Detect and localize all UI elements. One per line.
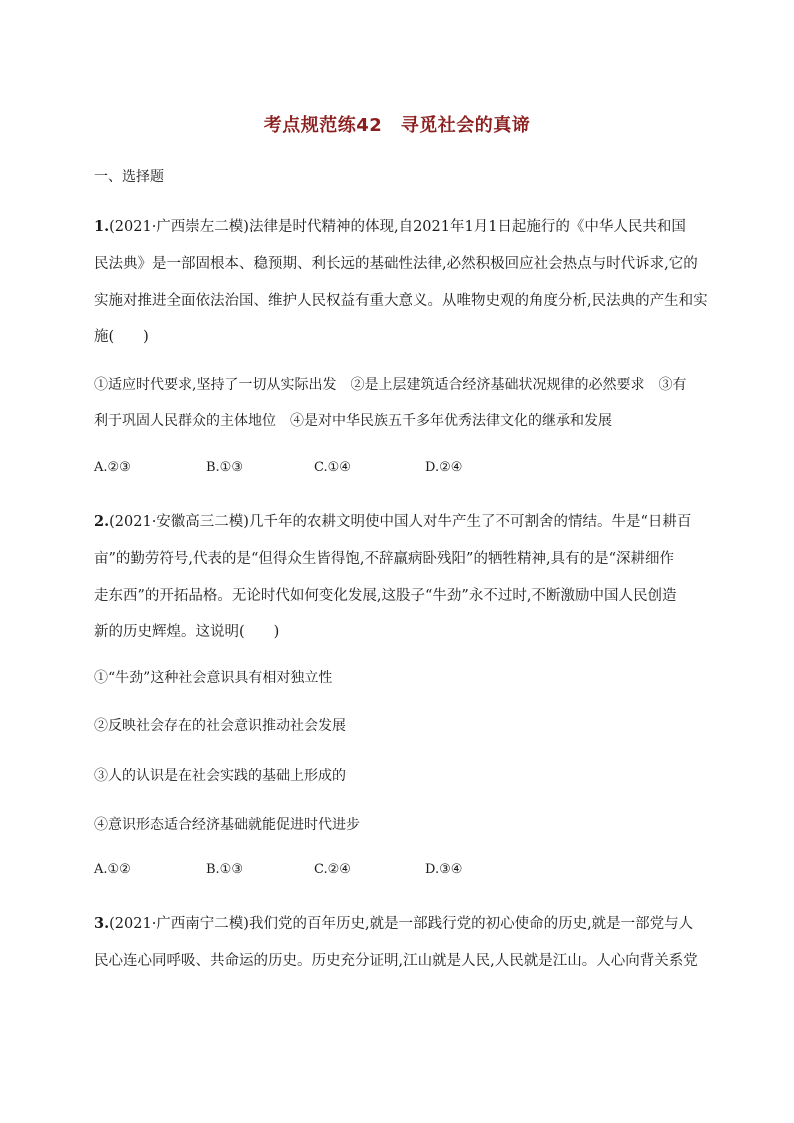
- question-number: 3.: [94, 915, 110, 932]
- question-number: 2.: [94, 513, 110, 530]
- question-1-choices: [94, 460, 514, 480]
- question-2-option-3: ③人的认识是在社会实践的基础上形成的: [94, 768, 346, 784]
- choice-a[interactable]: A.①②: [94, 862, 131, 877]
- question-2-choices: [94, 862, 514, 882]
- page-title: 考点规范练42 寻觅社会的真谛: [263, 115, 531, 136]
- question-2-line-3: 走东西”的开拓品格。无论时代如何变化发展,这股子“牛劲”永不过时,不断激励中国人民创造: [94, 588, 677, 604]
- choice-d[interactable]: D.③④: [425, 862, 463, 877]
- choice-c[interactable]: C.②④: [314, 862, 351, 877]
- question-1-line-2: 民法典》是一部固根本、稳预期、利长远的基础性法律,必然积极回应社会热点与时代诉求,它的: [94, 256, 698, 272]
- question-1-line-4: 施( ): [94, 329, 149, 345]
- section-heading: 一、选择题: [94, 169, 164, 185]
- question-1-line-3: 实施对推进全面依法治国、维护人民权益有重大意义。从唯物史观的角度分析,民法典的产生和实: [94, 293, 708, 309]
- choice-a[interactable]: A.②③: [94, 460, 131, 475]
- question-1-option-line-1: ①适应时代要求,坚持了一切从实际出发 ②是上层建筑适合经济基础状况规律的必然要求 ③有: [94, 377, 687, 393]
- question-2-line-4: 新的历史辉煌。这说明( ): [94, 624, 280, 640]
- question-2-line-2: 亩”的勤劳符号,代表的是“但得众生皆得饱,不辞羸病卧残阳”的牺牲精神,具有的是“深耕细作: [94, 551, 674, 567]
- choice-b[interactable]: B.①③: [206, 862, 243, 877]
- question-3-line-1: 3.(2021·广西南宁二模)我们党的百年历史,就是一部践行党的初心使命的历史,就是一部党与人: [94, 915, 694, 932]
- question-2-option-1: ①“牛劲”这种社会意识具有相对独立性: [94, 670, 333, 686]
- choice-d[interactable]: D.②④: [425, 460, 463, 475]
- question-number: 1.: [94, 218, 110, 235]
- choice-b[interactable]: B.①③: [206, 460, 243, 475]
- question-1-option-line-2: 利于巩固人民群众的主体地位 ④是对中华民族五千多年优秀法律文化的继承和发展: [94, 413, 612, 429]
- question-3-line-2: 民心连心同呼吸、共命运的历史。历史充分证明,江山就是人民,人民就是江山。人心向背关系党: [94, 953, 698, 969]
- question-2-option-4: ④意识形态适合经济基础就能促进时代进步: [94, 817, 360, 833]
- question-1-line-1: 1.(2021·广西崇左二模)法律是时代精神的体现,自2021年1月1日起施行的《中华人民共和国: [94, 218, 686, 235]
- choice-c[interactable]: C.①④: [314, 460, 351, 475]
- question-2-line-1: 2.(2021·安徽高三二模)几千年的农耕文明使中国人对牛产生了不可割舍的情结。牛是“日耕百: [94, 513, 692, 530]
- question-2-option-2: ②反映社会存在的社会意识推动社会发展: [94, 718, 346, 734]
